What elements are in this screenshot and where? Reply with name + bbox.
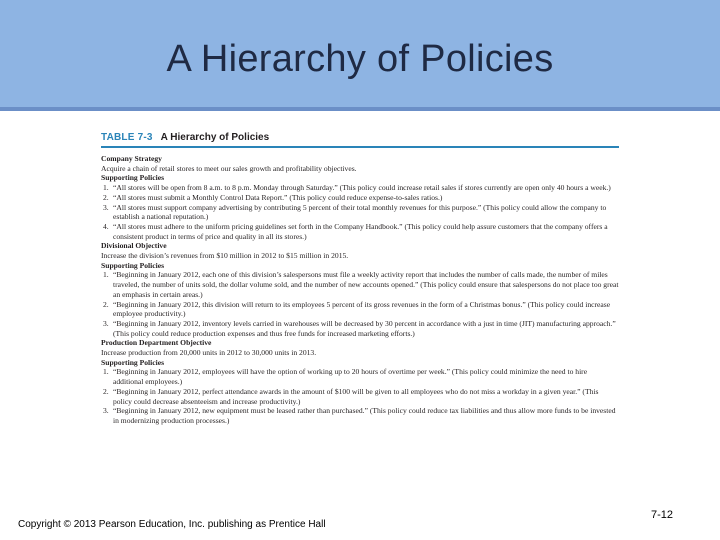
table-number: TABLE 7-3 (101, 132, 153, 143)
production-policies-heading: Supporting Policies (101, 357, 165, 367)
list-item: 3. “All stores must support company advertising by contributing 5 percent of their total monthly revenues for this purpose.” (This policy could allow the company to establish a national reputation.) (103, 202, 607, 222)
company-strategy-text: Acquire a chain of retail stores to meet our sales growth and profitability objectives. (101, 163, 357, 173)
page-number: 7-12 (651, 509, 674, 521)
divisional-objective-heading: Divisional Objective (101, 241, 167, 251)
production-objective-heading: Production Department Objective (101, 338, 212, 348)
company-policies-list (101, 183, 619, 241)
company-policies-heading: Supporting Policies (101, 173, 165, 183)
divisional-policies-heading: Supporting Policies (101, 260, 165, 270)
title-banner-underline (0, 107, 720, 111)
list-item: 1. “Beginning in January 2012, each one of this division’s salespersons must file a weekly activity report that includes the number of calls made, the number of miles traveled, the number of units sold, the dollar volume sold, and the number of new accounts opened.” (This policy could ensure that salespersons do not place too great an emphasis in certain areas.) (103, 270, 619, 299)
divisional-objective-text: Increase the division’s revenues from $10 million in 2012 to $15 million in 2015. (101, 251, 349, 261)
list-item: 2. “Beginning in January 2012, perfect attendance awards in the amount of $100 will be given to all employees who do not miss a workday in a given year.” (This policy could decrease absenteeism and increase productivity.) (103, 386, 599, 406)
slide-title: A Hierarchy of Policies (166, 38, 554, 80)
list-item: 1. “All stores will be open from 8 a.m. to 8 p.m. Monday through Saturday.” (This policy could increase retail sales if stores currently are open only 40 hours a week.) (103, 183, 611, 193)
list-item: 3. “Beginning in January 2012, new equipment must be leased rather than purchased.” (This policy could reduce tax liabilities and thus allow more funds to be invested in modernizing production processes.) (103, 406, 616, 425)
list-item: 3. “Beginning in January 2012, inventory levels carried in warehouses will be decreased by 30 percent in accordance with a just in time (JIT) manufacturing approach.” (This policy could reduce production expenses and thus free funds for increased marketing efforts.) (103, 318, 616, 338)
list-item: 1. “Beginning in January 2012, employees will have the option of working up to 20 hours of overtime per week.” (This policy could minimize the need to hire additional employees.) (103, 367, 588, 387)
table-title: A Hierarchy of Policies (160, 132, 270, 143)
copyright-footer: Copyright © 2013 Pearson Education, Inc. publishing as Prentice Hall (18, 519, 326, 530)
table-body (101, 148, 619, 426)
policy-table (101, 130, 619, 426)
production-policies-list (101, 367, 619, 425)
list-item: 2. “All stores must submit a Monthly Control Data Report.” (This policy could reduce expense-to-sales ratios.) (103, 192, 443, 202)
list-item: 2. “Beginning in January 2012, this division will return to its employees 5 percent of its gross revenues in the form of a Christmas bonus.” (This policy could increase employee productivity.) (103, 299, 611, 319)
company-strategy-heading: Company Strategy (101, 154, 162, 163)
production-objective-text: Increase production from 20,000 units in 2012 to 30,000 units in 2013. (101, 348, 317, 358)
divisional-policies-list (101, 270, 619, 338)
table-caption (101, 130, 619, 145)
list-item: 4. “All stores must adhere to the uniform pricing guidelines set forth in the Company Handbook.” (This policy could help assure customers that the company offers a consistent product in terms of price and quality in all its stores.) (103, 221, 608, 241)
